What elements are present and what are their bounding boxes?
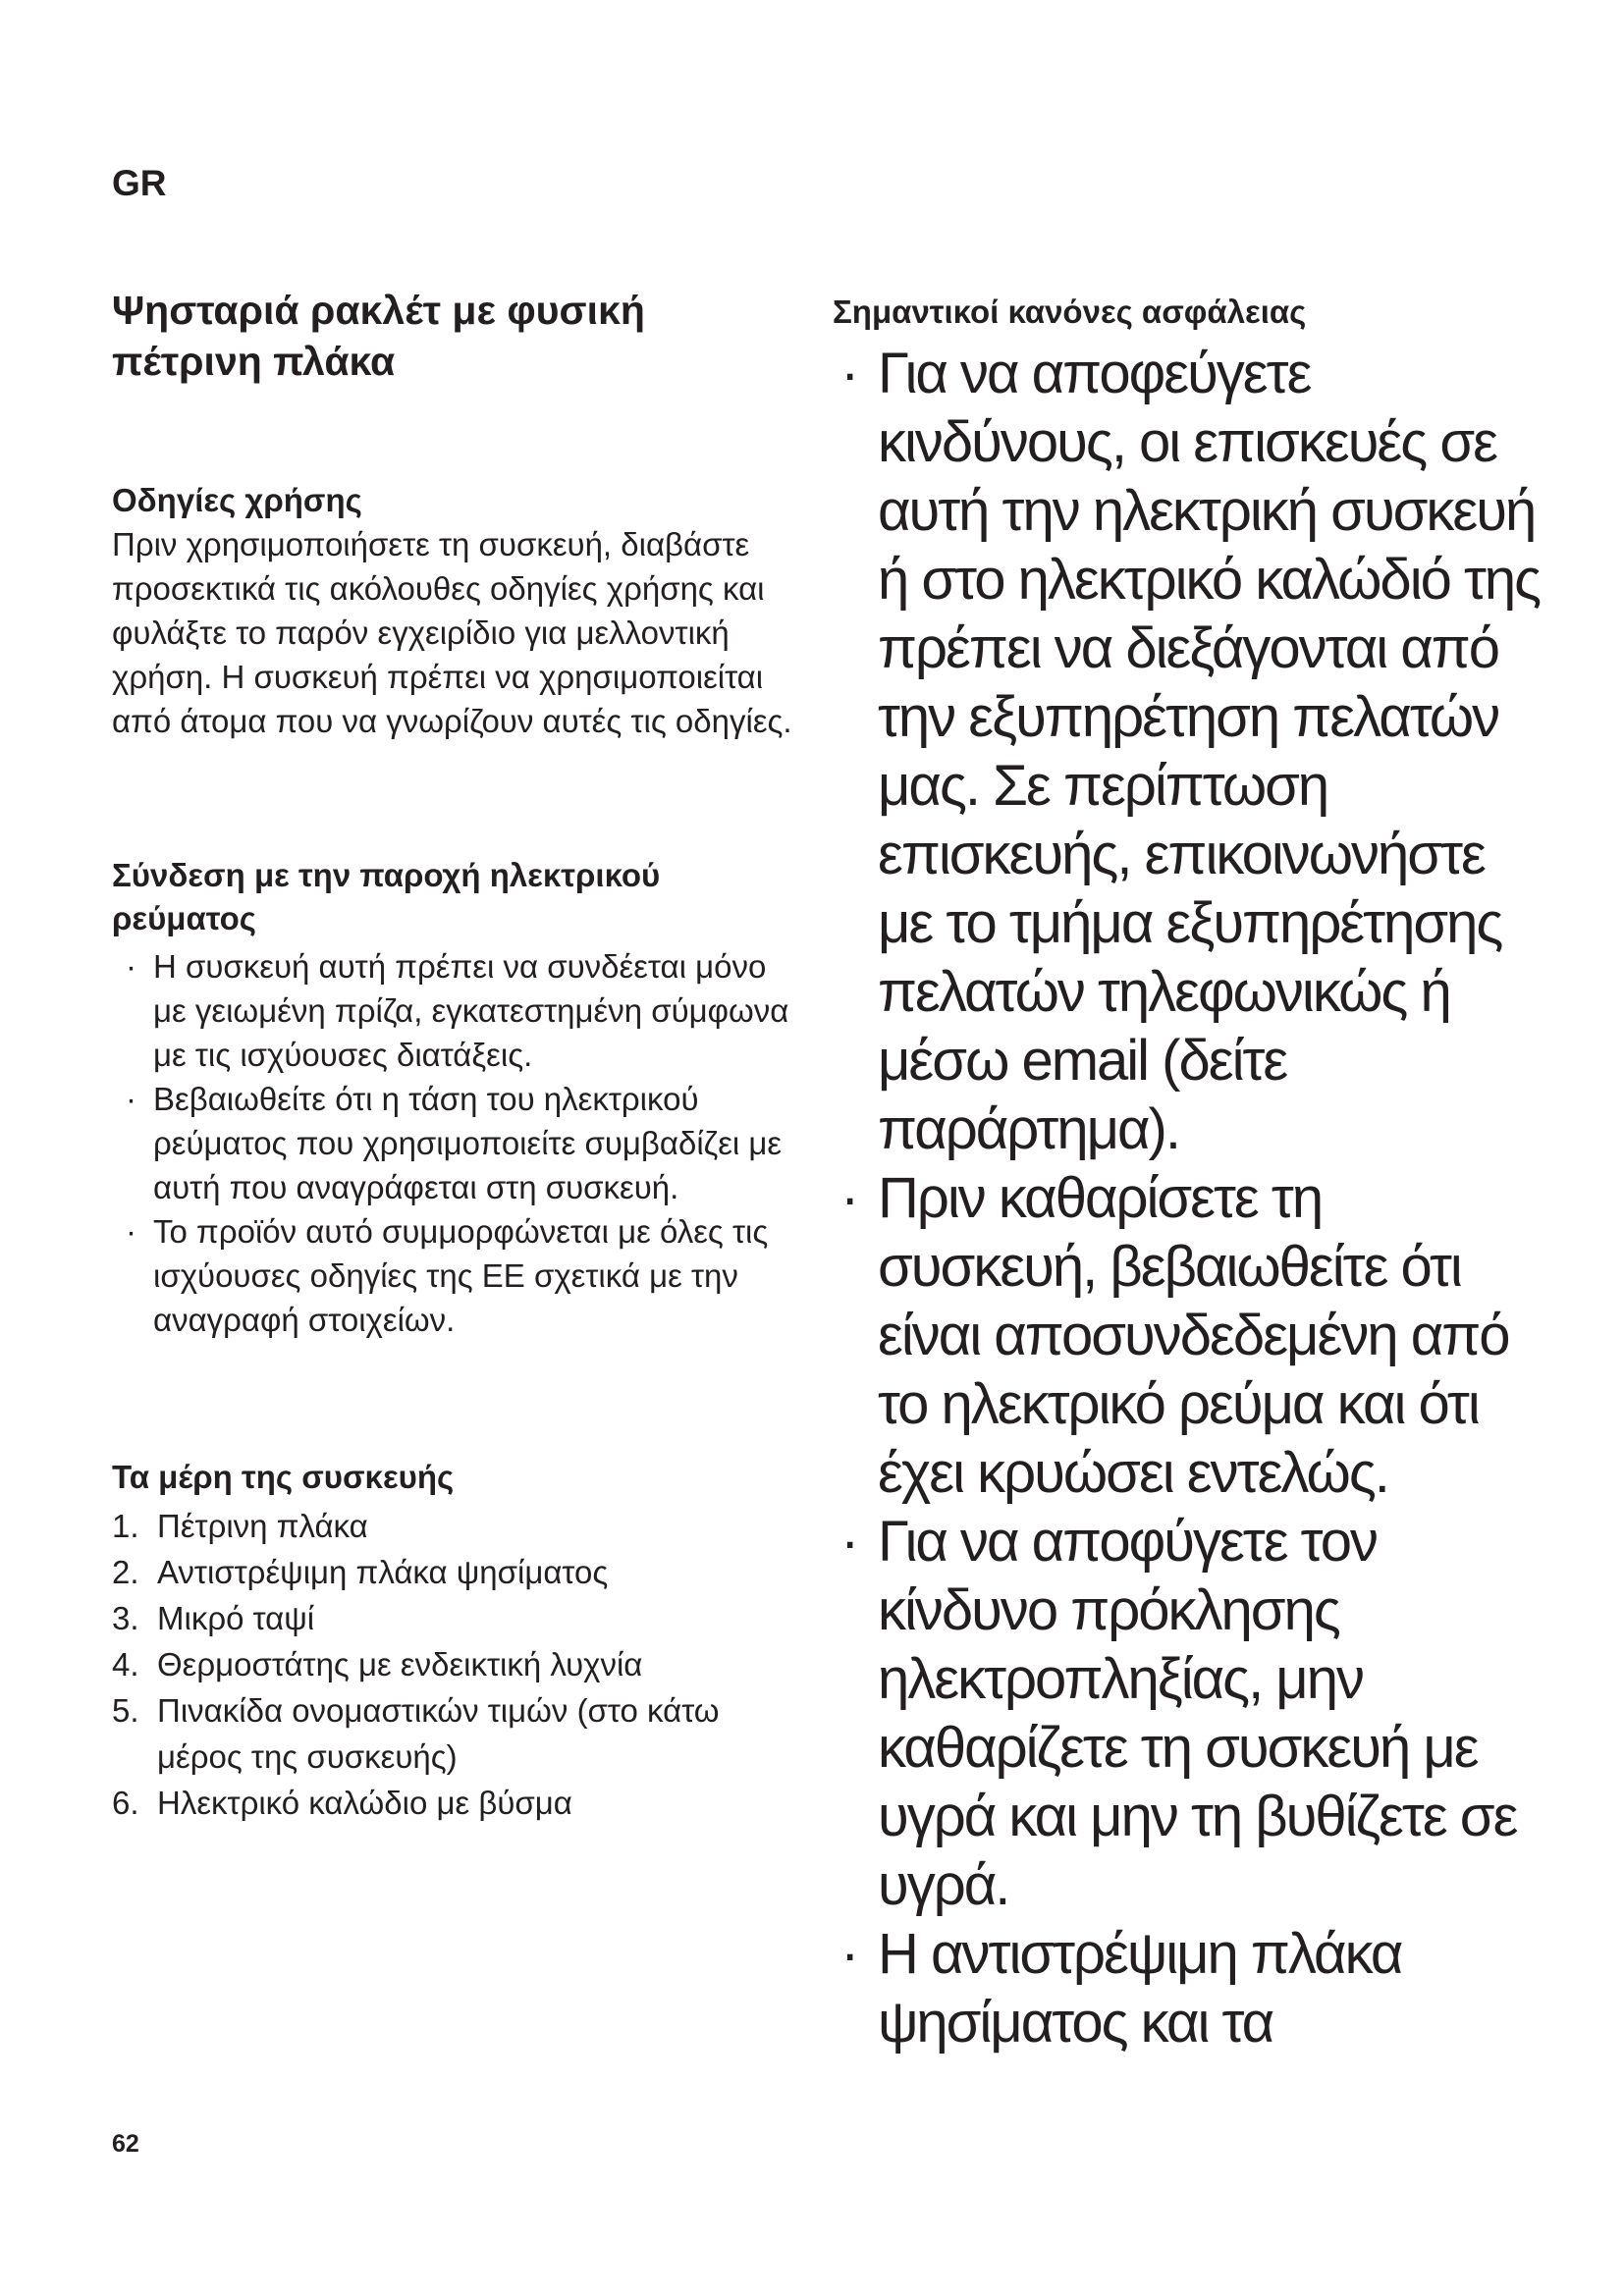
list-item-text: Για να αποφύγετε τον κίνδυνο πρόκλησης ηλεκτροπληξίας, μην καθαρίζετε τη συσκευή με υγρά και μην τη βυθίζετε σε υγρά. [878,1510,1517,1917]
item-number: 6. [112,1785,139,1821]
safety-heading: Σημαντικοί κανόνες ασφάλειας [833,294,1307,330]
bullet-icon: · [840,342,858,405]
bullet-icon: · [126,948,136,985]
parts-list [112,1503,799,1826]
list-item-text: Το προϊόν αυτό συμμορφώνεται με όλες τις ισχύουσες οδηγίες της ΕΕ σχετικά με την αναγραφή στοιχείων. [153,1213,769,1338]
list-item-text: Για να αποφεύγετε κινδύνους, οι επισκευές σε αυτή την ηλεκτρική συσκευή ή στο ηλεκτρικό καλώδιό της πρέπει να διεξάγονται από την εξυπηρέτηση πελατών μας. Σε περίπτωση επισκευής, επικοινωνήστε με το τμήμα εξυπηρέτησης πελατών τηλεφωνικώς ή μέσω email (δείτε παράρτημα). [878,342,1541,1161]
list-item [833,1920,1545,2057]
left-column [112,285,799,1821]
list-item-text: Πινακίδα ονομαστικών τιμών (στο κάτω μέρος της συσκευής) [157,1692,720,1775]
list-item [112,1077,799,1209]
document-title: Ψησταριά ρακλέτ με φυσική πέτρινη πλάκα [112,288,645,384]
list-item-text: Ηλεκτρικό καλώδιο με βύσμα [157,1785,572,1821]
bullet-icon: · [840,1166,858,1230]
list-item-text: Μικρό ταψί [157,1600,315,1636]
usage-text: Πριν χρησιμοποιήσετε τη συσκευή, διαβάστε προσεκτικά τις ακόλουθες οδηγίες χρήσης και φυλάξτε το παρόν εγχειρίδιο για μελλοντική χρήση. Η συσκευή πρέπει να χρησιμοποιείται από άτομα που να γνωρίζουν αυτές τις οδηγίες. [112,526,792,739]
parts-heading: Τα μέρη της συσκευής [112,1459,455,1495]
bullet-icon: · [840,1510,858,1574]
list-item-text: Πριν καθαρίσετε τη συσκευή, βεβαιωθείτε ότι είναι αποσυνδεδεμένη από το ηλεκτρικό ρεύμα και ότι έχει κρυώσει εντελώς. [878,1166,1509,1505]
bullet-icon: · [126,1081,136,1117]
list-item-text: Πέτρινη πλάκα [157,1508,368,1544]
item-number: 2. [112,1554,139,1590]
usage-section [112,479,799,743]
list-item [112,1503,799,1549]
list-item [833,1508,1545,1920]
power-heading: Σύνδεση με την παροχή ηλεκτρικού ρεύματος [112,857,661,936]
power-bullet-list [112,944,799,1342]
item-number: 5. [112,1692,139,1729]
page-number: 62 [112,2130,139,2158]
list-item [112,1687,799,1780]
list-item-text: Η συσκευή αυτή πρέπει να συνδέεται μόνο με γειωμένη πρίζα, εγκατεστημένη σύμφωνα με τις ισχύουσες διατάξεις. [153,948,789,1073]
list-item [833,1164,1545,1508]
right-column [833,291,1540,2057]
list-item [112,1549,799,1595]
bullet-icon: · [126,1213,136,1250]
item-number: 3. [112,1600,139,1636]
list-item [112,1595,799,1641]
list-item-text: Θερμοστάτης με ενδεικτική λυχνία [157,1646,643,1682]
parts-section [112,1456,799,1826]
usage-heading: Οδηγίες χρήσης [112,482,362,518]
language-code: GR [112,163,167,203]
list-item-text: Η αντιστρέψιμη πλάκα ψησίματος και τα [878,1922,1402,2055]
bullet-icon: · [840,1922,858,1986]
list-item [112,1641,799,1687]
item-number: 1. [112,1508,139,1544]
safety-bullet-list [833,340,1540,2057]
item-number: 4. [112,1646,139,1682]
list-item [833,340,1545,1164]
list-item-text: Βεβαιωθείτε ότι η τάση του ηλεκτρικού ρεύματος που χρησιμοποιείτε συμβαδίζει με αυτή που αναγράφεται στη συσκευή. [153,1081,783,1205]
list-item [112,1209,799,1342]
power-section [112,854,799,1342]
list-item-text: Αντιστρέψιμη πλάκα ψησίματος [157,1554,609,1590]
list-item [112,944,799,1077]
list-item [112,1780,799,1826]
